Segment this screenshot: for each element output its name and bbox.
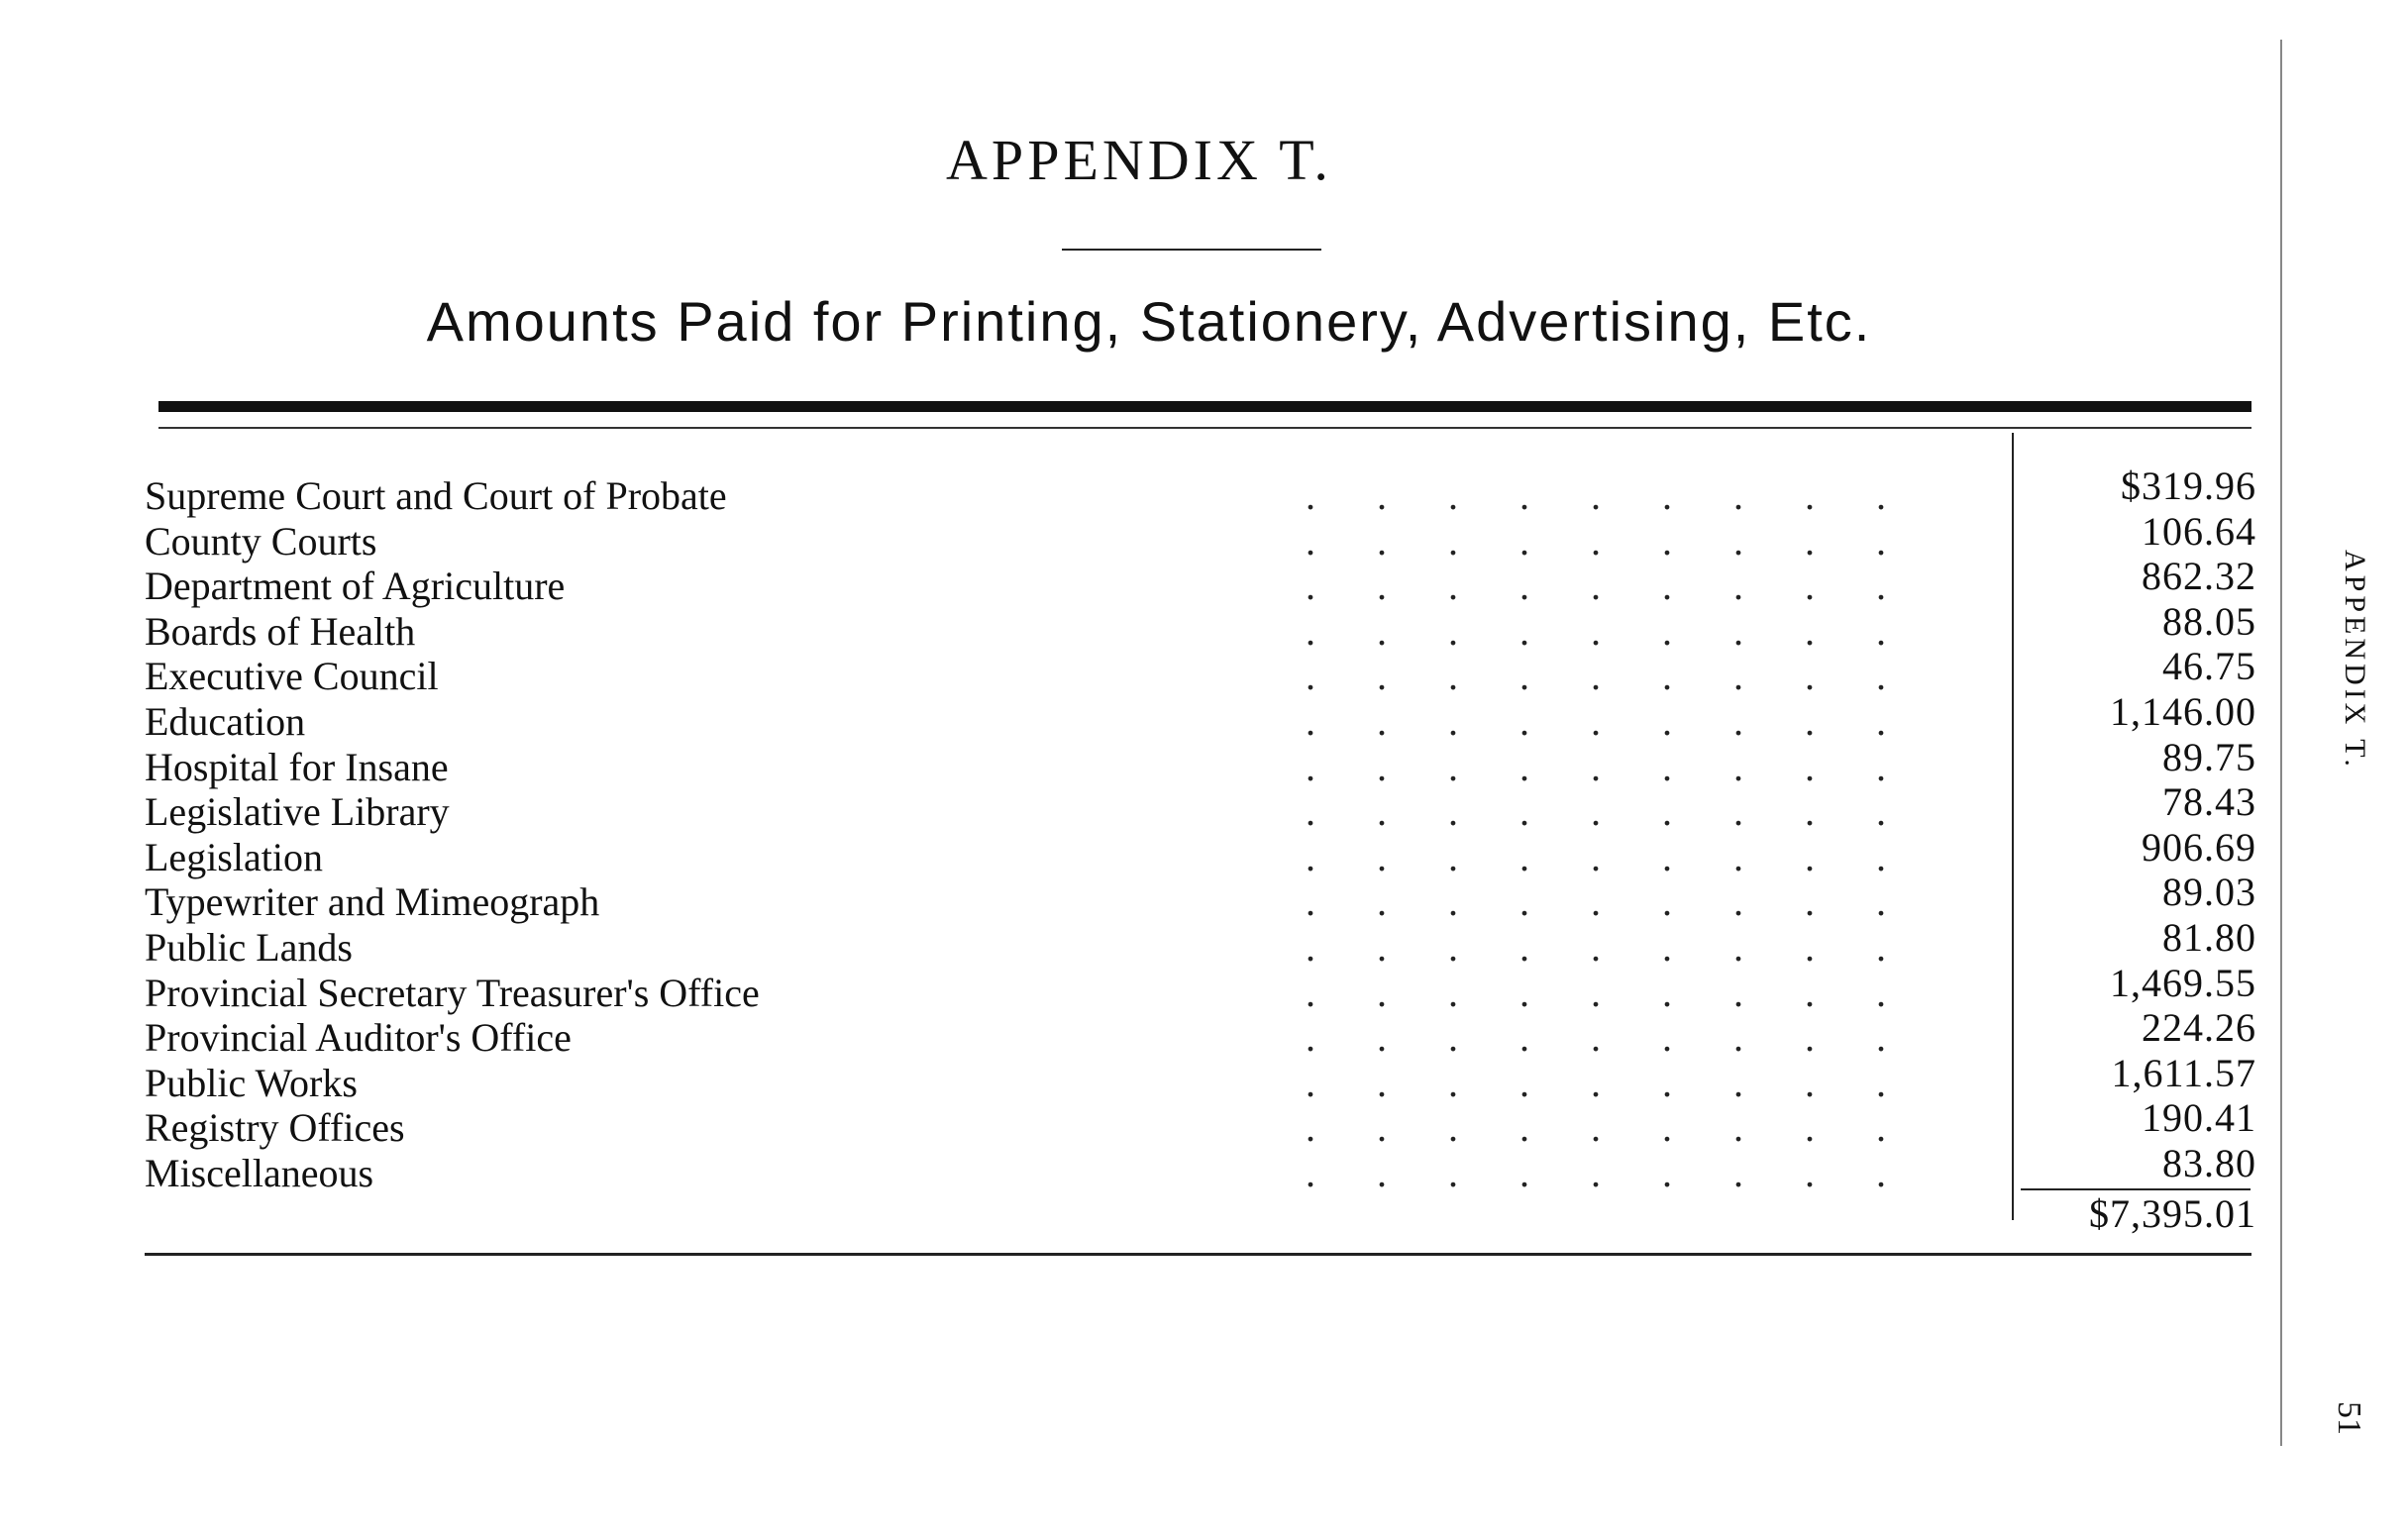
dot-leader: ......... bbox=[1306, 654, 1947, 699]
table-row bbox=[145, 925, 1947, 971]
dot-leader: ......... bbox=[1306, 518, 1947, 564]
row-amount: 88.05 bbox=[2162, 598, 2256, 644]
amount-column-divider bbox=[2012, 433, 2014, 1220]
row-label: Supreme Court and Court of Probate bbox=[145, 473, 747, 519]
dot-leader: ......... bbox=[1306, 789, 1947, 835]
table-row bbox=[145, 879, 1947, 925]
row-label: Public Lands bbox=[145, 925, 372, 971]
dot-leader: ......... bbox=[1306, 744, 1947, 789]
margin-rule bbox=[2280, 40, 2282, 1446]
dot-leader: ......... bbox=[1306, 970, 1947, 1015]
table-row bbox=[145, 789, 1947, 835]
dot-leader: ......... bbox=[1306, 834, 1947, 879]
row-label: Legislative Library bbox=[145, 789, 470, 835]
row-label: Executive Council bbox=[145, 654, 459, 699]
row-amount: 89.75 bbox=[2162, 734, 2256, 779]
table-row bbox=[145, 564, 1947, 609]
table-row bbox=[145, 971, 1947, 1016]
row-label: Typewriter and Mimeograph bbox=[145, 879, 619, 925]
row-amount: 81.80 bbox=[2162, 914, 2256, 960]
total-amount: $7,395.01 bbox=[2089, 1191, 2256, 1236]
row-label: Miscellaneous bbox=[145, 1151, 393, 1196]
row-amount: 46.75 bbox=[2162, 644, 2256, 689]
row-label: Hospital for Insane bbox=[145, 745, 469, 790]
amount-column bbox=[2021, 463, 2256, 1186]
dot-leader: ......... bbox=[1306, 1060, 1947, 1105]
table-row bbox=[145, 835, 1947, 880]
dot-leader: ......... bbox=[1306, 564, 1947, 609]
table-row bbox=[145, 1151, 1947, 1196]
thick-rule bbox=[158, 401, 2251, 412]
row-amount: 78.43 bbox=[2162, 779, 2256, 825]
table-row bbox=[145, 519, 1947, 565]
row-label: Boards of Health bbox=[145, 609, 435, 655]
row-amount: 1,611.57 bbox=[2111, 1050, 2256, 1095]
dot-leader: ......... bbox=[1306, 924, 1947, 970]
dot-leader: ......... bbox=[1306, 1150, 1947, 1195]
table-row bbox=[145, 473, 1947, 519]
row-label: Public Works bbox=[145, 1061, 377, 1106]
row-label: Registry Offices bbox=[145, 1105, 425, 1151]
row-amount: 89.03 bbox=[2162, 870, 2256, 915]
label-column bbox=[145, 473, 1947, 1196]
table-row bbox=[145, 745, 1947, 790]
row-label: Legislation bbox=[145, 835, 343, 880]
appendix-title: APPENDIX T. bbox=[946, 128, 1332, 192]
dot-leader: ......... bbox=[1306, 1105, 1947, 1151]
row-amount: 190.41 bbox=[2142, 1095, 2256, 1141]
title-rule bbox=[1062, 249, 1321, 251]
dot-leader: ......... bbox=[1306, 879, 1947, 925]
table-row bbox=[145, 609, 1947, 655]
thin-rule bbox=[158, 427, 2251, 429]
dot-leader: ......... bbox=[1306, 1015, 1947, 1061]
table-row bbox=[145, 1061, 1947, 1106]
row-amount: $319.96 bbox=[2121, 463, 2256, 508]
page-number: 51 bbox=[2331, 1401, 2367, 1435]
row-label: Education bbox=[145, 699, 325, 745]
row-amount: 862.32 bbox=[2142, 554, 2256, 599]
dot-leader: ......... bbox=[1306, 608, 1947, 654]
page-heading: Amounts Paid for Printing, Stationery, Advertising, Etc. bbox=[426, 290, 1872, 353]
row-amount: 1,469.55 bbox=[2110, 960, 2256, 1005]
row-label: Provincial Secretary Treasurer's Office bbox=[145, 971, 780, 1016]
row-amount: 1,146.00 bbox=[2110, 688, 2256, 734]
table-row bbox=[145, 654, 1947, 699]
dot-leader: ......... bbox=[1306, 698, 1947, 744]
running-head: APPENDIX T. bbox=[2339, 550, 2371, 770]
row-amount: 906.69 bbox=[2142, 824, 2256, 870]
table-row bbox=[145, 1015, 1947, 1061]
row-label: Department of Agriculture bbox=[145, 564, 584, 609]
row-label: Provincial Auditor's Office bbox=[145, 1015, 591, 1061]
table-row bbox=[145, 1105, 1947, 1151]
row-amount: 83.80 bbox=[2162, 1140, 2256, 1185]
dot-leader: ......... bbox=[1306, 473, 1947, 518]
row-amount: 106.64 bbox=[2142, 508, 2256, 554]
table-row bbox=[145, 699, 1947, 745]
row-amount: 224.26 bbox=[2142, 1005, 2256, 1051]
bottom-rule bbox=[145, 1253, 2251, 1256]
row-label: County Courts bbox=[145, 519, 396, 565]
